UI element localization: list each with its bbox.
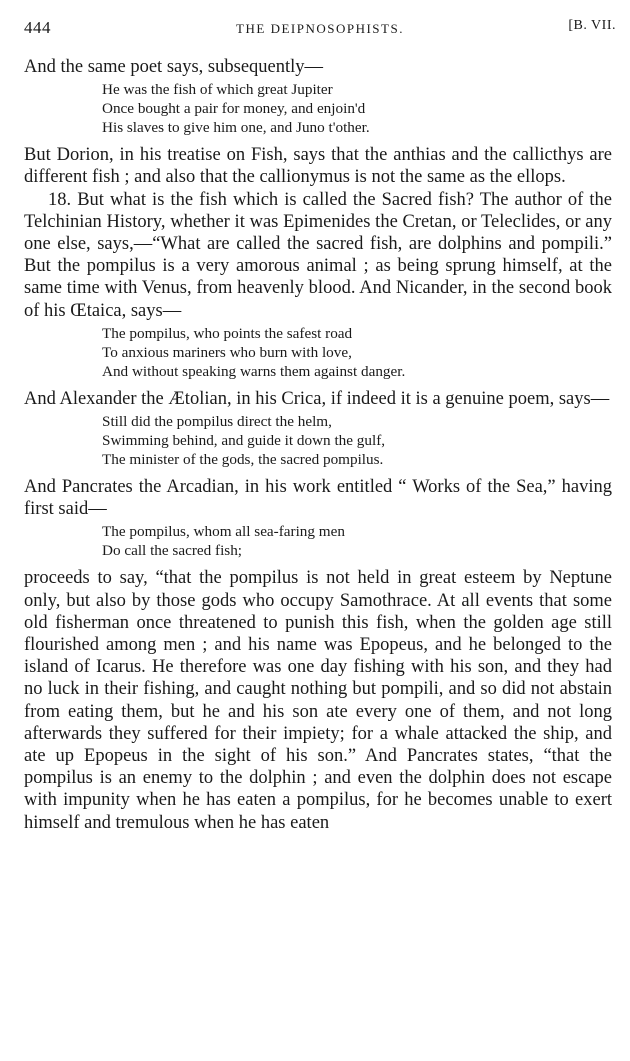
verse-line: To anxious mariners who burn with love, — [102, 343, 352, 361]
verse-line: Still did the pompilus direct the helm, — [102, 413, 332, 431]
verse-pancrates — [102, 522, 612, 560]
paragraph-pancrates: And Pancrates the Arcadian, in his work entitled “ Works of the Sea,” having first said— — [24, 477, 612, 520]
verse-line: The minister of the gods, the sacred pompilus. — [102, 451, 384, 469]
page-header — [24, 18, 616, 44]
verse-line: His slaves to give him one, and Juno t'other. — [102, 119, 370, 137]
verse-line: Do call the sacred fish; — [102, 542, 243, 560]
running-title: THE DEIPNOSOPHISTS. — [236, 21, 404, 36]
verse-nicander — [102, 324, 612, 381]
verse-line: Once bought a pair for money, and enjoin'd — [102, 100, 366, 118]
paragraph-sacred-fish: 18. But what is the fish which is called the Sacred fish? The author of the Telchinian History, whether it was Epimenides the Cretan, or Teleclides, or any one else, says,—“What are called the sacred fish, are dolphins and pompili.” But the pompilus is a very amorous animal ; as being sprung himself, at the same time with Venus, from heavenly blood. And Nicander, in the second book of his Œtaica, says— — [24, 189, 612, 321]
page-body — [24, 56, 612, 834]
section-marker: [B. VII. — [568, 18, 616, 33]
page-number: 444 — [24, 18, 51, 37]
paragraph-alexander: And Alexander the Ætolian, in his Crica, if indeed it is a genuine poem, says— — [24, 388, 610, 409]
verse-line: The pompilus, who points the safest road — [102, 324, 353, 342]
paragraph-intro: And the same poet says, subsequently— — [24, 57, 324, 77]
verse-line: And without speaking warns them against danger. — [102, 362, 406, 380]
paragraph-dorion: But Dorion, in his treatise on Fish, says that the anthias and the callicthys are different fish ; and also that the callionymus is not the same as the ellops. — [24, 145, 612, 188]
verse-line: Swimming behind, and guide it down the gulf, — [102, 432, 386, 450]
paragraph-epopeus: proceeds to say, “that the pompilus is not held in great esteem by Neptune only, but also by those gods who occupy Samothrace. At all events that some old fisherman once threatened to punish this fish, when the golden age still flourished among men ; and his name was Epopeus, and he belonged to the island of Icarus. He therefore was one day fishing with his son, and they had no luck in their fishing, and caught nothing but pompili, and so did not abstain from eating them, but he and his son ate every one of them, and not long afterwards they suffered for their impiety; for a whale attacked the ship, and ate up Epopeus in the sight of his son.” And Pancrates states, “that the pompilus is an enemy to the dolphin ; and even the dolphin does not escape with impunity when he has eaten a pompilus, for he becomes unable to exert himself and tremulous when he has eaten — [24, 568, 612, 833]
verse-line: The pompilus, whom all sea-faring men — [102, 523, 345, 541]
verse-alexander — [102, 412, 612, 469]
verse-line: He was the fish of which great Jupiter — [102, 81, 333, 99]
verse-jupiter — [102, 80, 612, 137]
